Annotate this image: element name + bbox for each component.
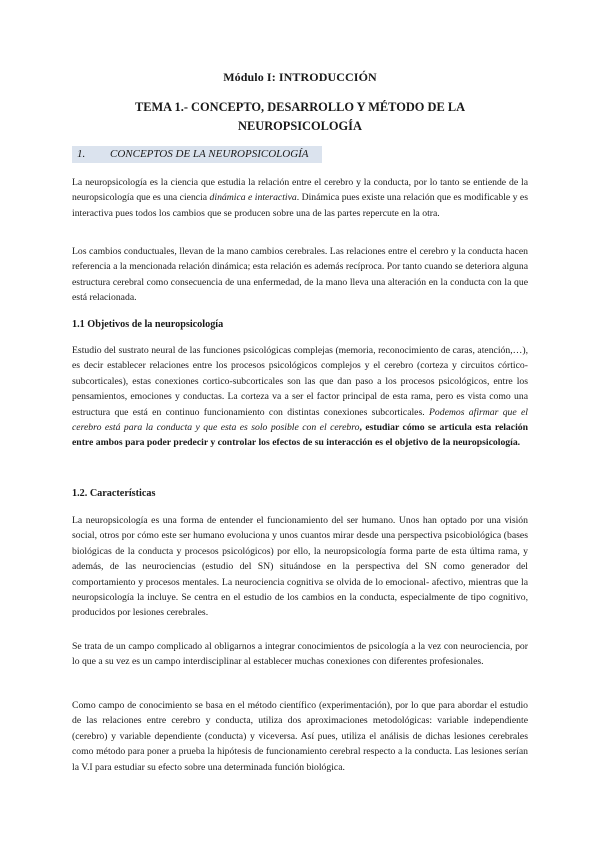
p4-text: La neuropsicología es una forma de entender el funcionamiento del ser humano. Unos han optado por una visión social, otros por cómo este ser humano evoluciona y unos cuantos mirar desde una perspectiva psicobiológica (bases biológicas de la conducta y procesos psicológicos) por ello, la neuropsicología forma parte de esta última rama, y además, de las neurociencias (estudio del SN) situándose en la perspectiva del SN como generador del comportamiento y procesos mentales. La neurociencia cognitiva se olvida de lo emocional- afectivo, mientras que la neuropsicología la incluye. Se centra en el estudio de los cambios en la conducta, especialmente de tipo cognitivo, producidos por lesiones cerebrales. [72,515,528,619]
section-number: 1. [77,148,86,160]
paragraph-3 [72,343,528,451]
p6-text: Como campo de conocimiento se basa en el método científico (experimentación), por lo que para abordar el estudio de las relaciones entre cerebro y conducta, utiliza dos aproximaciones metodológicas: variable independiente (cerebro) y variable dependiente (conducta) y viceversa. Así pues, utiliza el análisis de dichas lesiones cerebrales como método para poner a prueba la hipótesis de funcionamiento cerebral respecto a la conducta. Las lesiones serían la V.I para estudiar su efecto sobre una determinada función biológica. [72,700,528,773]
module-title: Módulo I: INTRODUCCIÓN [223,70,377,84]
p1-text-italic: dinámica e interactiva [209,192,297,204]
p1-text-a: La neuropsicología es la ciencia que estudia la relación entre el cerebro y la conducta, por lo tanto se entiende de la neuropsicología que es una ciencia [72,177,528,204]
objetivos-heading: 1.1 Objetivos de la neuropsicología [72,319,224,330]
heading-objetivos [72,318,528,332]
p3-text-a: Estudio del sustrato neural de las funciones psicológicas complejas (memoria, reconocimiento de caras, atención,…), es decir establecer relaciones entre los procesos psicológicos complejos y el cerebro (corteza y circuitos córtico-subcorticales), estas conexiones cortico-subcorticales son las que dan paso a los procesos psicológicos, entre los pensamientos, emociones y conductas. La corteza va a ser el factor principal de esta rama, pero es vista como una estructura que está en continuo funcionamiento con distintas conexiones subcorticales. [72,345,528,418]
p1-text-c: . Dinámica pues existe una relación que es modificable y es interactiva pues todos los cambios que se producen sobre una de las partes repercute en la otra. [72,192,528,219]
caracteristicas-heading: 1.2. Características [72,488,156,499]
paragraph-4 [72,513,528,621]
section-title: CONCEPTOS DE LA NEUROPSICOLOGÍA [110,148,309,160]
p5-text: Se trata de un campo complicado al obligarnos a integrar conocimientos de psicología a la vez con neurociencia, por lo que a su vez es un campo interdisciplinar al establecer muchas conexiones con diferentes profesionales. [72,641,528,668]
p3-text-italic: Podemos afirmar que el cerebro está para la conducta y que esta es solo posible con el cerebro [72,406,528,434]
p2-text: Los cambios conductuales, llevan de la mano cambios cerebrales. Las relaciones entre el cerebro y la conducta hacen referencia a la mencionada relación dinámica; esta relación es además recíproca. Por tanto cuando se deteriora alguna estructura cerebral como consecuencia de una enfermedad, de la mano lleva una alteración en la conducta con la que está relacionada. [72,246,528,304]
tema-title: TEMA 1.- CONCEPTO, DESARROLLO Y MÉTODO DE LA NEUROPSICOLOGÍA [134,100,466,133]
heading-caracteristicas [72,487,528,501]
paragraph-5 [72,639,528,670]
section-heading [72,146,322,163]
p3-text-bold: , estudiar cómo se articula esta relación entre ambos para poder predecir y controlar los efectos de su interacción es el objetivo de la neuropsicología. [72,422,528,449]
paragraph-6 [72,698,528,775]
paragraph-1 [72,175,528,221]
paragraph-2 [72,244,528,306]
